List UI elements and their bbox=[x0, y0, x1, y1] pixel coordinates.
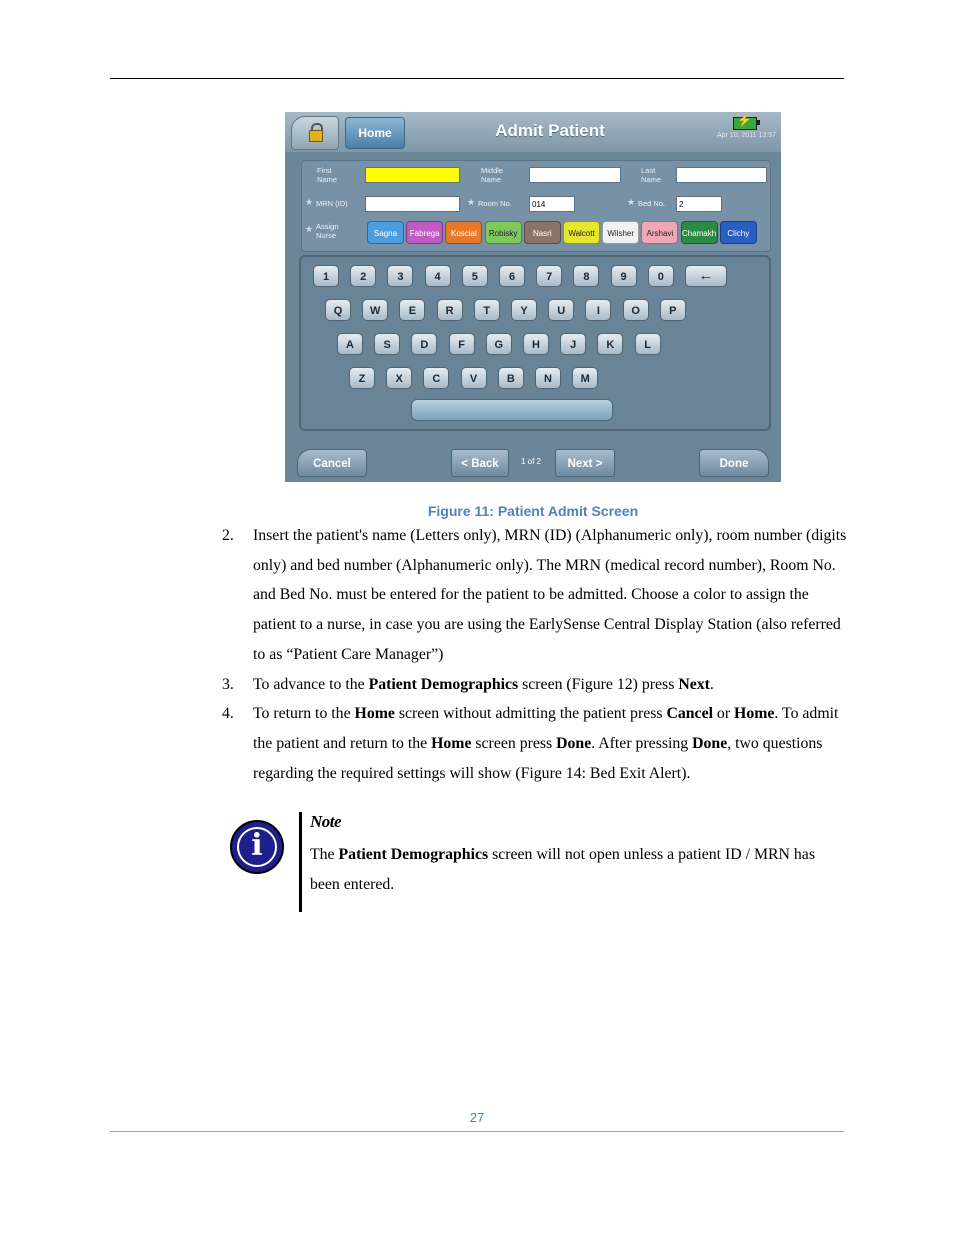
step-item: 3. To advance to the Patient Demographics screen (Figure 12) press Next. bbox=[222, 670, 852, 700]
key-8[interactable]: 8 bbox=[573, 265, 599, 287]
key-y[interactable]: Y bbox=[511, 299, 537, 321]
key-9[interactable]: 9 bbox=[611, 265, 637, 287]
key-s[interactable]: S bbox=[374, 333, 400, 355]
key-k[interactable]: K bbox=[597, 333, 623, 355]
figure-caption: Figure 11: Patient Admit Screen bbox=[427, 503, 639, 519]
step-number: 4. bbox=[222, 705, 234, 723]
key-6[interactable]: 6 bbox=[499, 265, 525, 287]
nurse-button-arshavi[interactable]: Arshavi bbox=[641, 221, 678, 244]
footer-rule bbox=[110, 1131, 844, 1132]
lock-icon bbox=[309, 130, 323, 142]
key-r[interactable]: R bbox=[437, 299, 463, 321]
key-i[interactable]: I bbox=[585, 299, 611, 321]
last-name-label: Last Name bbox=[641, 166, 662, 184]
cancel-button[interactable]: Cancel bbox=[297, 449, 367, 477]
charging-icon: ⚡ bbox=[737, 113, 752, 127]
nurse-button-sagna[interactable]: Sagna bbox=[367, 221, 404, 244]
battery-icon-tip bbox=[757, 120, 760, 125]
nurse-button-wilsher[interactable]: Wilsher bbox=[602, 221, 639, 244]
key-x[interactable]: X bbox=[386, 367, 412, 389]
key-0[interactable]: 0 bbox=[648, 265, 674, 287]
info-icon-glyph: i bbox=[251, 828, 263, 863]
room-label: Room No. bbox=[478, 199, 512, 208]
key-f[interactable]: F bbox=[449, 333, 475, 355]
datetime: Apr 10, 2011 13:57 bbox=[716, 132, 776, 139]
nurse-button-nasri[interactable]: Nasri bbox=[524, 221, 561, 244]
mrn-label: MRN (ID) bbox=[316, 199, 348, 208]
spacebar-key[interactable] bbox=[411, 399, 613, 421]
note-bar bbox=[299, 812, 302, 912]
header-rule bbox=[110, 78, 844, 79]
admit-patient-screenshot bbox=[285, 112, 781, 482]
note-text: The Patient Demographics screen will not open unless a patient ID / MRN has been entered. bbox=[310, 846, 815, 893]
key-c[interactable]: C bbox=[423, 367, 449, 389]
key-b[interactable]: B bbox=[498, 367, 524, 389]
key-7[interactable]: 7 bbox=[536, 265, 562, 287]
key-g[interactable]: G bbox=[486, 333, 512, 355]
on-screen-keyboard bbox=[299, 255, 771, 431]
back-button[interactable]: < Back bbox=[451, 449, 509, 477]
key-e[interactable]: E bbox=[399, 299, 425, 321]
required-star-icon: ★ bbox=[467, 197, 476, 207]
key-j[interactable]: J bbox=[560, 333, 586, 355]
room-field[interactable]: 014 bbox=[529, 196, 575, 212]
key-4[interactable]: 4 bbox=[425, 265, 451, 287]
step-item: 2. Insert the patient's name (Letters only), MRN (ID) (Alphanumeric only), room number (digits only) and bed number (Alphanumeric only). The MRN (medical record number), Room No. and Bed No. must be entered for the patient to be admitted. Choose a color to assign the patient to a nurse, in case you are using the EarlySense Central Display Station (also referred to as “Patient Care Manager”) bbox=[222, 521, 852, 670]
key-u[interactable]: U bbox=[548, 299, 574, 321]
bed-label: Bed No. bbox=[638, 199, 666, 208]
key-n[interactable]: N bbox=[535, 367, 561, 389]
nurse-button-fabrega[interactable]: Fabrega bbox=[406, 221, 443, 244]
note-title: Note bbox=[310, 812, 342, 831]
required-star-icon: ★ bbox=[627, 197, 636, 207]
key-m[interactable]: M bbox=[572, 367, 598, 389]
key-a[interactable]: A bbox=[337, 333, 363, 355]
lock-button[interactable] bbox=[291, 116, 339, 150]
key-t[interactable]: T bbox=[474, 299, 500, 321]
nurse-button-clichy[interactable]: Clichy bbox=[720, 221, 757, 244]
first-name-field[interactable] bbox=[365, 167, 460, 183]
key-l[interactable]: L bbox=[635, 333, 661, 355]
key-3[interactable]: 3 bbox=[387, 265, 413, 287]
backspace-key[interactable]: ← bbox=[685, 265, 727, 287]
step-number: 2. bbox=[222, 527, 234, 544]
key-2[interactable]: 2 bbox=[350, 265, 376, 287]
key-h[interactable]: H bbox=[523, 333, 549, 355]
step-number: 3. bbox=[222, 675, 234, 693]
screen-title: Admit Patient bbox=[495, 121, 605, 140]
last-name-field[interactable] bbox=[676, 167, 767, 183]
nurse-button-koscial[interactable]: Koscial bbox=[445, 221, 482, 244]
key-q[interactable]: Q bbox=[325, 299, 351, 321]
key-z[interactable]: Z bbox=[349, 367, 375, 389]
next-button[interactable]: Next > bbox=[555, 449, 615, 477]
page-number: 27 bbox=[469, 1110, 485, 1125]
done-button[interactable]: Done bbox=[699, 449, 769, 477]
info-icon bbox=[230, 820, 284, 874]
nurse-button-chamakh[interactable]: Chamakh bbox=[681, 221, 718, 244]
key-d[interactable]: D bbox=[411, 333, 437, 355]
first-name-label: First Name bbox=[317, 166, 338, 184]
page-indicator: 1 of 2 bbox=[520, 457, 541, 466]
middle-name-label: Middle Name bbox=[481, 166, 504, 184]
required-star-icon: ★ bbox=[305, 224, 314, 234]
required-star-icon: ★ bbox=[305, 197, 314, 207]
key-v[interactable]: V bbox=[461, 367, 487, 389]
nurse-button-walcott[interactable]: Walcott bbox=[563, 221, 600, 244]
bed-field[interactable]: 2 bbox=[676, 196, 722, 212]
key-w[interactable]: W bbox=[362, 299, 388, 321]
instruction-steps bbox=[222, 521, 852, 788]
home-button[interactable]: Home bbox=[345, 117, 405, 149]
nurse-button-robisky[interactable]: Robisky bbox=[485, 221, 522, 244]
key-5[interactable]: 5 bbox=[462, 265, 488, 287]
key-o[interactable]: O bbox=[623, 299, 649, 321]
middle-name-field[interactable] bbox=[529, 167, 621, 183]
key-1[interactable]: 1 bbox=[313, 265, 339, 287]
key-p[interactable]: P bbox=[660, 299, 686, 321]
assign-nurse-label: Assign Nurse bbox=[316, 222, 339, 240]
mrn-field[interactable] bbox=[365, 196, 460, 212]
step-item: 4. To return to the Home screen without admitting the patient press Cancel or Home. To admit the patient and return to the Home screen press Done. After pressing Done, two questions regarding the required settings will show (Figure 14: Bed Exit Alert). bbox=[222, 699, 852, 788]
